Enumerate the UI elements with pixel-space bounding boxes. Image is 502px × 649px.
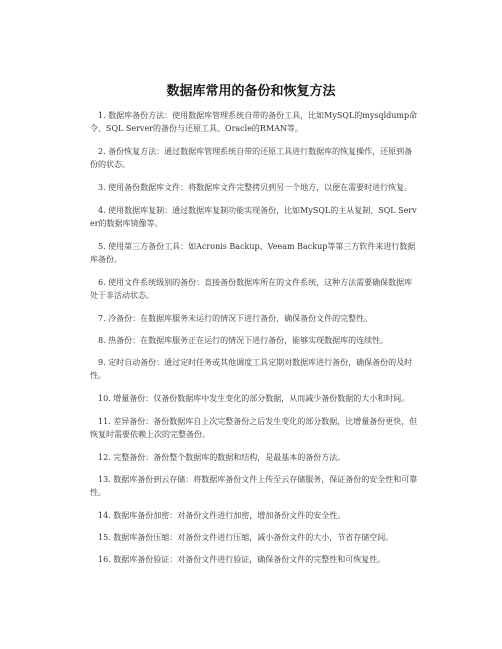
list-item: 3. 使用备份数据库文件：将数据库文件完整拷贝到另一个地方，以便在需要时进行恢复。 <box>98 183 413 192</box>
list-item: 12. 完整备份：备份整个数据库的数据和结构，是最基本的备份方法。 <box>98 453 346 462</box>
list-item: 2. 备份恢复方法：通过数据库管理系统自带的还原工具进行数据库的恢复操作，还原到备份的状态。 <box>90 147 413 169</box>
list-item: 14. 数据库备份加密：对备份文件进行加密，增加备份文件的安全性。 <box>98 511 346 520</box>
list-item: 13. 数据库备份到云存储：将数据库备份文件上传至云存储服务，保证备份的安全性和可靠性。 <box>90 475 418 497</box>
list-item: 4. 使用数据库复制：通过数据库复制功能实现备份，比如MySQL的主从复制、SQL Server的数据库镜像等。 <box>90 206 417 228</box>
list-item: 9. 定时自动备份：通过定时任务或其他调度工具定期对数据库进行备份，确保备份的及时性。 <box>90 358 413 380</box>
list-item: 1. 数据库备份方法：使用数据库管理系统自带的备份工具，比如MySQL的mysqldump命令、SQL Server的备份与还原工具、Oracle的RMAN等。 <box>90 111 418 133</box>
list-item: 8. 热备份：在数据库服务正在运行的情况下进行备份，能够实现数据库的连续性。 <box>98 336 389 345</box>
list-item: 7. 冷备份：在数据库服务未运行的情况下进行备份，确保备份文件的完整性。 <box>98 314 373 323</box>
list-item: 15. 数据库备份压缩：对备份文件进行压缩，减小备份文件的大小，节省存储空间。 <box>98 533 394 542</box>
item-list <box>90 109 418 575</box>
document-title: 数据库常用的备份和恢复方法 <box>166 84 336 99</box>
list-item: 10. 增量备份：仅备份数据库中发生变化的部分数据，从而减少备份数据的大小和时间。 <box>98 394 410 403</box>
list-item: 11. 差异备份：备份数据库自上次完整备份之后发生变化的部分数据，比增量备份更快，但恢复时需要依赖上次的完整备份。 <box>90 417 418 439</box>
list-item: 5. 使用第三方备份工具：如Acronis Backup、Veeam Backup等第三方软件来进行数据库备份。 <box>90 242 416 264</box>
list-item: 6. 使用文件系统级别的备份：直接备份数据库所在的文件系统，这种方法需要确保数据库处于非活动状态。 <box>90 278 413 300</box>
list-item: 16. 数据库备份验证：对备份文件进行验证，确保备份文件的完整性和可恢复性。 <box>98 555 386 564</box>
